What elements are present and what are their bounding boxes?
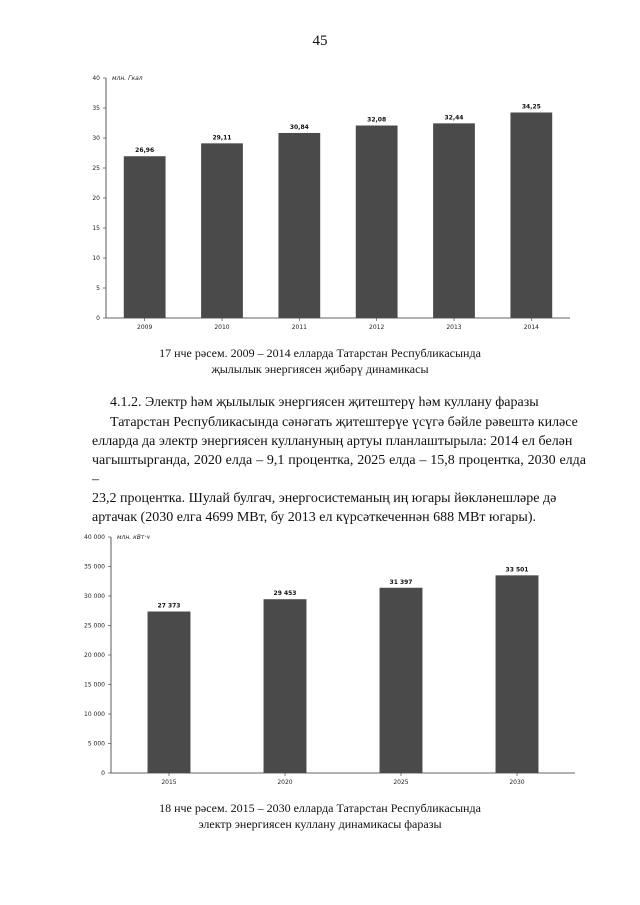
paragraph-line-2: елларда да электр энергиясен куллануның артуы планлаштырыла: 2014 ел белән [92, 434, 573, 449]
chart1-x-tick-label: 2009 [137, 324, 153, 331]
paragraph-line-1: Татарстан Республикасында сәнәгать җитештерүе үсүгә бәйле рәвештә киләсе [110, 415, 578, 430]
chart2-y-tick-label: 25 000 [84, 622, 105, 630]
chart2-data-label: 31 397 [389, 578, 413, 586]
chart1-x-tick-label: 2010 [214, 324, 230, 331]
chart2-bar [148, 611, 191, 773]
chart2-x-tick-label: 2025 [393, 779, 409, 786]
chart1-data-label: 26,96 [135, 147, 155, 155]
chart1-y-tick-label: 15 [92, 225, 100, 232]
chart2-bar [496, 575, 539, 773]
chart2-x-tick-label: 2020 [277, 779, 293, 786]
chart2-x-tick-label: 2015 [161, 779, 177, 786]
paragraph-line-4: 23,2 процентка. Шулай булгач, энергосистеманың иң югары йөкләнешләре дә [92, 491, 557, 506]
chart2-data-label: 29 453 [273, 590, 297, 598]
chart2-y-tick-label: 20 000 [84, 652, 105, 659]
electricity-consumption-chart [75, 523, 595, 795]
chart1-y-tick-label: 0 [96, 315, 100, 322]
figure-18-caption [0, 800, 640, 832]
section-heading: 4.1.2. Электр һәм җылылык энергиясен җитештерү һәм куллану фаразы [110, 395, 539, 410]
chart1-y-tick-label: 10 [92, 255, 100, 262]
chart2-svg [75, 523, 595, 795]
chart1-bar [201, 143, 243, 318]
chart2-y-tick-label: 15 000 [84, 681, 105, 689]
figure-17-caption [0, 345, 640, 377]
chart2-y-tick-label: 30 000 [84, 593, 105, 600]
chart2-y-tick-label: 35 000 [84, 563, 105, 571]
chart1-x-tick-label: 2012 [369, 324, 385, 331]
chart2-y-tick-label: 10 000 [84, 711, 105, 718]
chart1-x-tick-label: 2011 [291, 324, 307, 331]
chart1-data-label: 34,25 [521, 103, 541, 111]
chart2-y-tick-label: 40 000 [84, 534, 105, 541]
chart1-bar [278, 133, 320, 318]
figure-18-caption-line-1: 18 нче рәсем. 2015 – 2030 елларда Татарстан Республикасында [159, 801, 481, 815]
figure-18-caption-line-2: электр энергиясен куллану динамикасы фаразы [198, 817, 442, 831]
chart1-bar [510, 113, 552, 319]
chart1-bar [356, 126, 398, 318]
figure-17-caption-line-2: җылылык энергиясен җибәрү динамикасы [211, 362, 429, 376]
page-number: 45 [312, 33, 328, 49]
paragraph-line-3: чагыштырганда, 2020 елда – 9,1 процентка, 2025 елда – 15,8 процентка, 2030 елда – [92, 453, 586, 487]
chart2-bar [264, 599, 307, 773]
chart1-unit-label: млн. Гкал [112, 75, 143, 82]
chart2-y-tick-label: 0 [101, 770, 105, 777]
body-paragraph [92, 413, 586, 527]
chart2-y-tick-label: 5 000 [87, 740, 105, 748]
chart1-y-tick-label: 25 [92, 165, 100, 172]
figure-17-caption-line-1: 17 нче рәсем. 2009 – 2014 елларда Татарстан Республикасында [159, 346, 481, 360]
chart1-data-label: 30,84 [289, 123, 309, 131]
chart2-x-tick-label: 2030 [509, 779, 525, 786]
chart1-data-label: 29,11 [212, 134, 232, 142]
chart1-data-label: 32,44 [444, 114, 464, 122]
chart1-y-tick-label: 20 [92, 195, 100, 202]
heat-energy-chart [70, 62, 590, 340]
chart2-data-label: 27 373 [157, 602, 181, 610]
chart1-data-label: 32,08 [367, 116, 387, 124]
chart1-bar [433, 123, 475, 318]
chart1-bar [124, 156, 166, 318]
chart1-x-tick-label: 2014 [523, 324, 539, 331]
chart2-bar [380, 588, 423, 773]
chart1-svg [70, 62, 590, 340]
chart1-y-tick-label: 30 [92, 135, 100, 142]
paragraph-line-5: артачак (2030 елга 4699 МВт, бу 2013 ел күрсәткеченнән 688 МВт югары). [92, 510, 536, 525]
chart1-y-tick-label: 5 [96, 285, 100, 292]
chart1-x-tick-label: 2013 [446, 324, 462, 331]
chart2-data-label: 33 501 [505, 566, 529, 574]
chart1-y-tick-label: 35 [92, 105, 100, 112]
chart2-unit-label: млн. кВт·ч [117, 534, 150, 541]
chart1-y-tick-label: 40 [92, 75, 100, 82]
